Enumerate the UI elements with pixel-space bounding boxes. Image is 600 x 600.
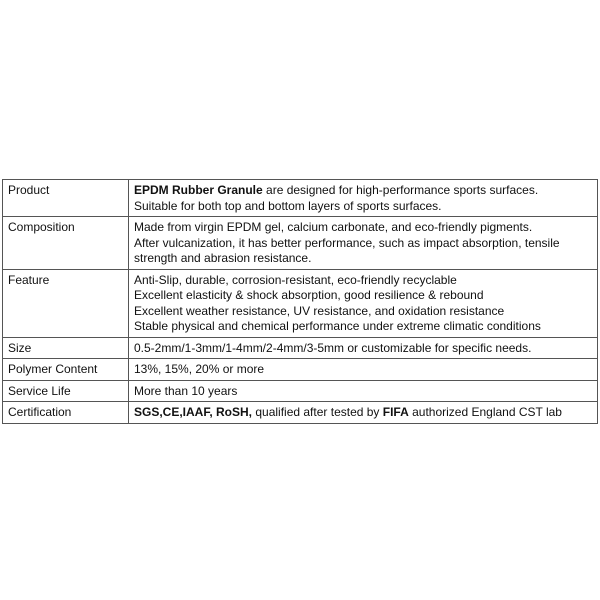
certification-line <box>134 405 593 421</box>
table-row-composition <box>3 217 598 270</box>
size-label: Size <box>3 337 129 359</box>
product-description: are designed for high-performance sports surfaces. <box>262 183 539 197</box>
table-row-polymer-content <box>3 359 598 381</box>
certification-standards: SGS,CE,IAAF, RoSH, <box>134 405 253 419</box>
table-row-product <box>3 180 598 217</box>
polymer-content-label: Polymer Content <box>3 359 129 381</box>
table-row-feature <box>3 269 598 337</box>
table-row-certification <box>3 402 598 424</box>
composition-line-2: After vulcanization, it has better performance, such as impact absorption, tensile strength and abrasion resistance. <box>134 235 560 265</box>
feature-value <box>129 269 598 337</box>
certification-label: Certification <box>3 402 129 424</box>
product-value <box>129 180 598 217</box>
feature-label: Feature <box>3 269 129 337</box>
product-label: Product <box>3 180 129 217</box>
polymer-content-value: 13%, 15%, 20% or more <box>129 359 598 381</box>
composition-value <box>129 217 598 270</box>
certification-value <box>129 402 598 424</box>
feature-line-1: Anti-Slip, durable, corrosion-resistant, eco-friendly recyclable <box>134 272 457 287</box>
service-life-label: Service Life <box>3 380 129 402</box>
product-name: EPDM Rubber Granule <box>134 183 263 197</box>
certification-text-2: authorized England CST lab <box>408 405 562 419</box>
service-life-value: More than 10 years <box>129 380 598 402</box>
certification-fifa: FIFA <box>382 405 409 419</box>
table-row-size <box>3 337 598 359</box>
composition-line-1: Made from virgin EPDM gel, calcium carbonate, and eco-friendly pigments. <box>134 220 533 234</box>
feature-line-2: Excellent elasticity & shock absorption, good resilience & rebound <box>134 288 484 302</box>
certification-text-1: qualified after tested by <box>252 405 383 419</box>
feature-line-4: Stable physical and chemical performance under extreme climatic conditions <box>134 319 541 333</box>
product-line-1 <box>134 183 593 199</box>
feature-line-3: Excellent weather resistance, UV resistance, and oxidation resistance <box>134 303 505 318</box>
product-line-2: Suitable for both top and bottom layers of sports surfaces. <box>134 198 442 213</box>
composition-label: Composition <box>3 217 129 270</box>
size-value: 0.5-2mm/1-3mm/1-4mm/2-4mm/3-5mm or customizable for specific needs. <box>129 337 598 359</box>
spec-table <box>2 179 598 424</box>
table-row-service-life <box>3 380 598 402</box>
